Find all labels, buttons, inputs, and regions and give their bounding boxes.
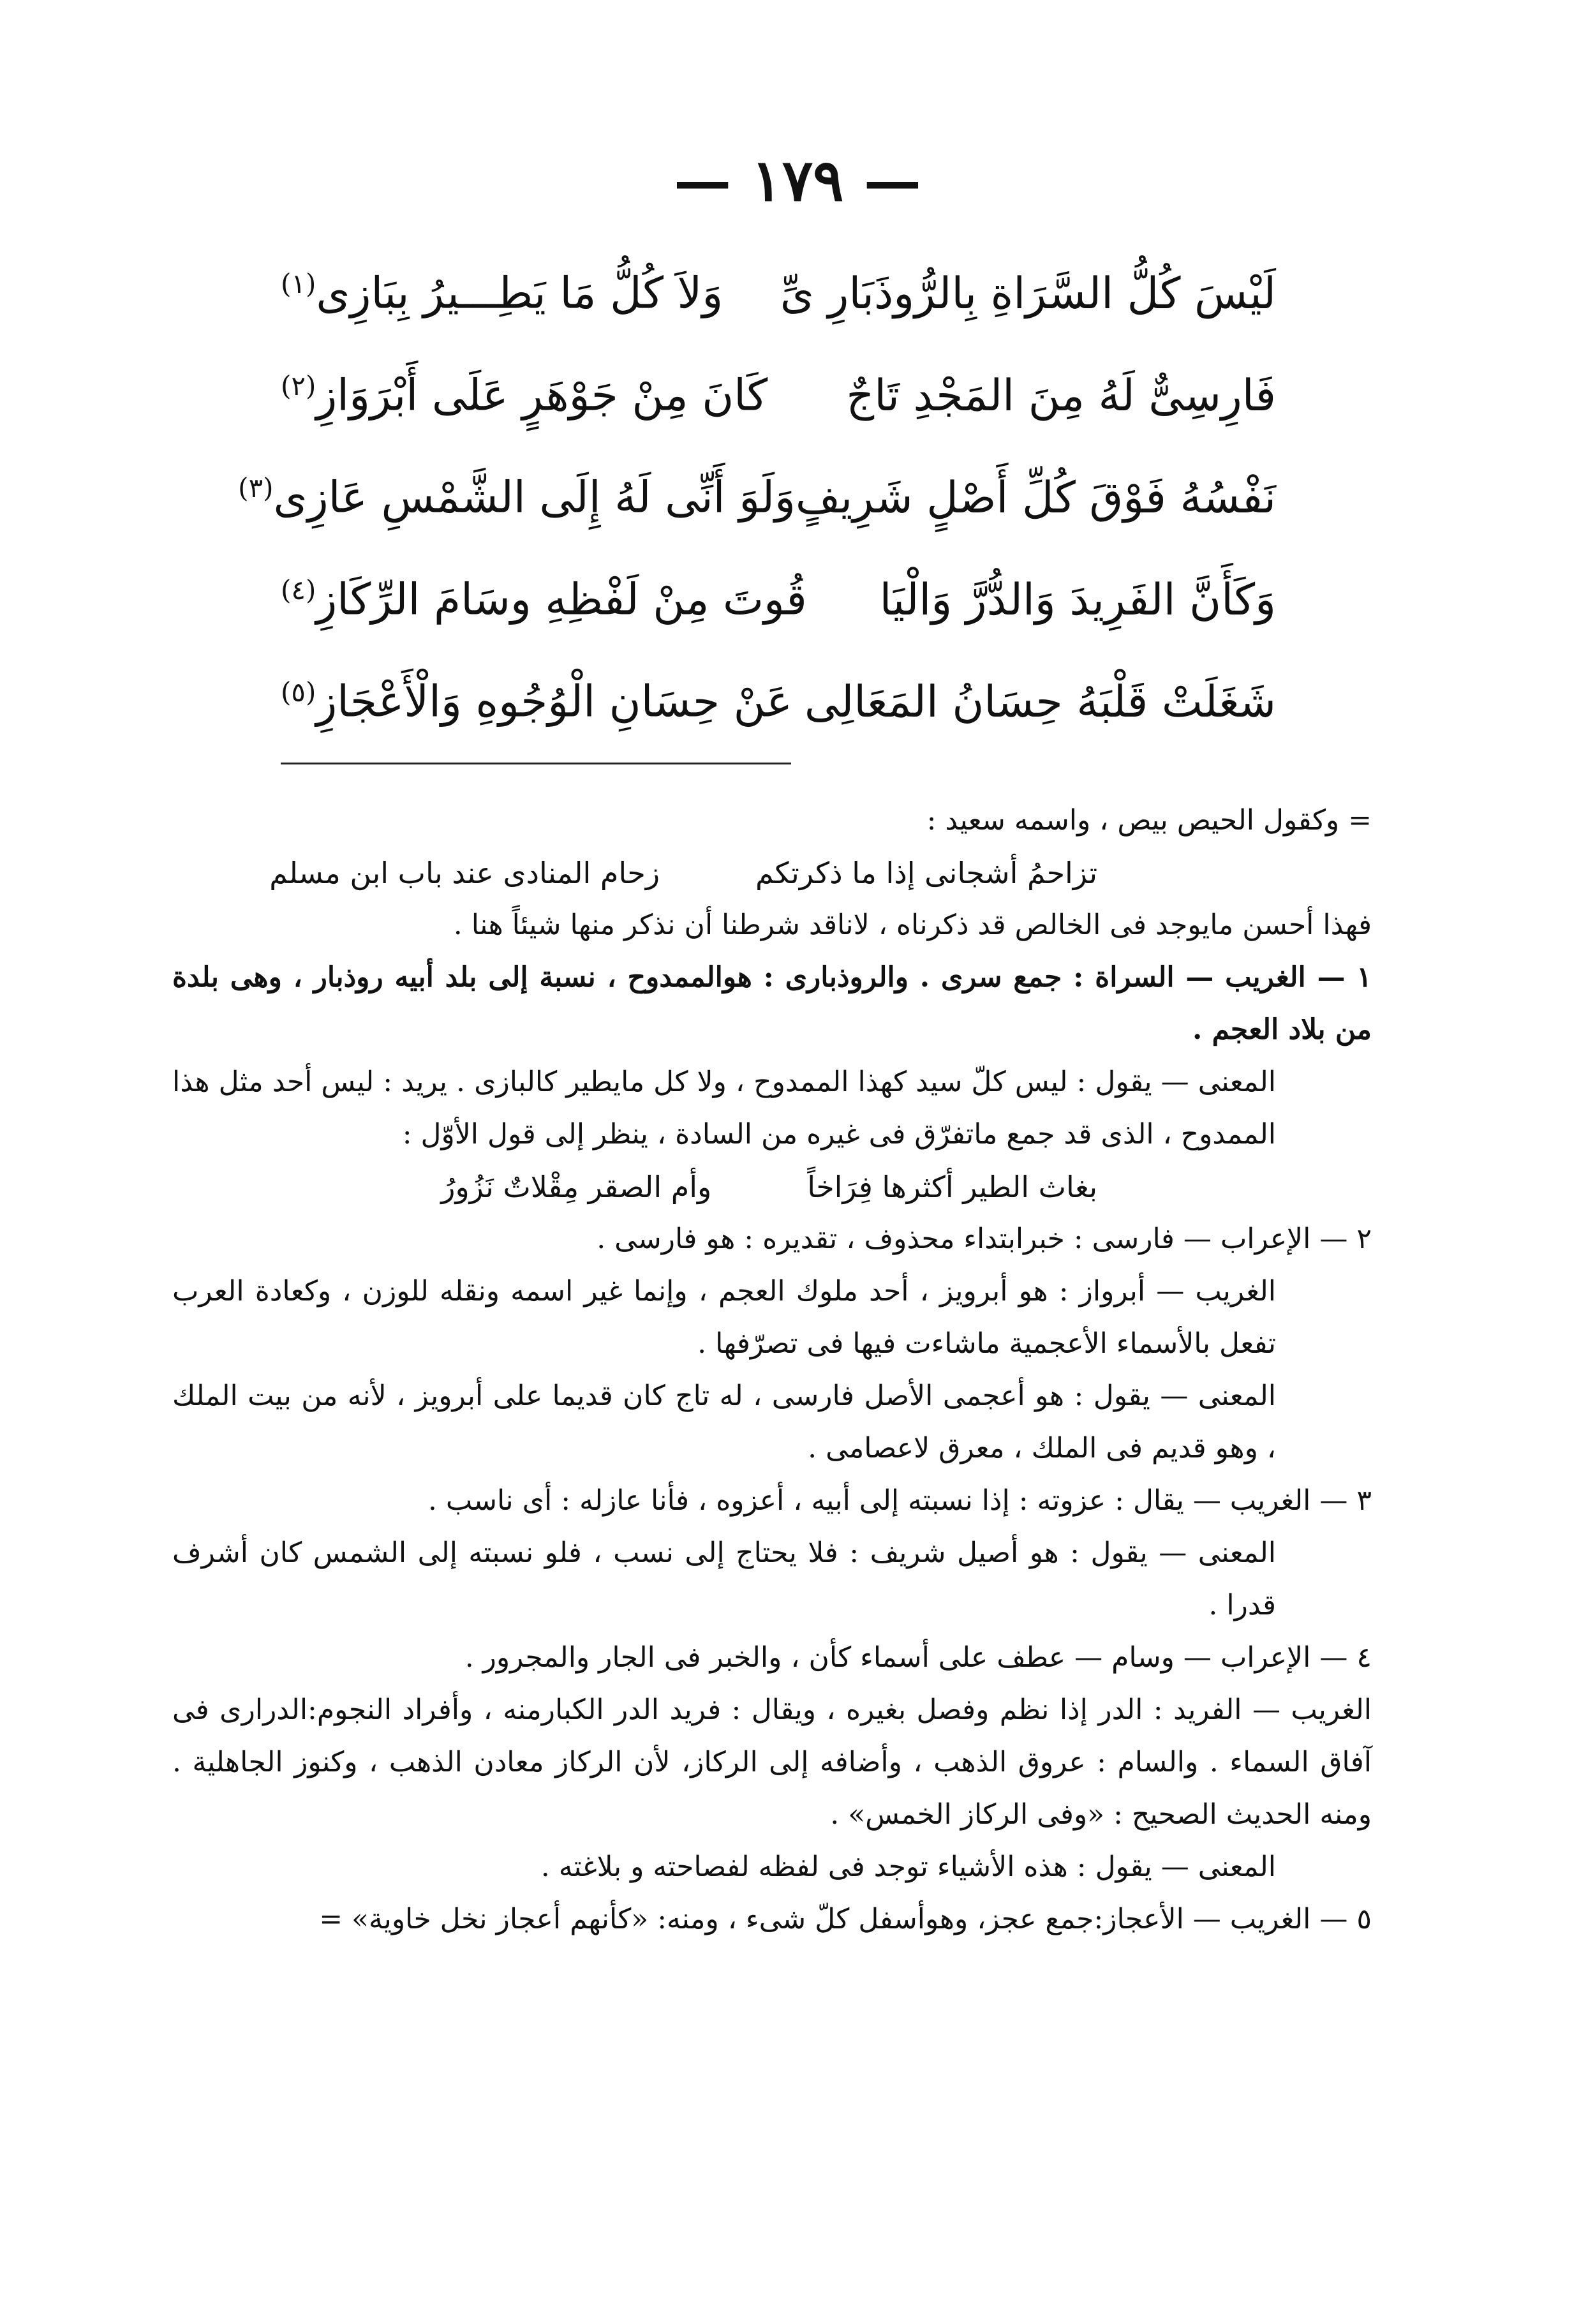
verse-3-second-text: وَلَوَ أَنِّى لَهُ إِلَى الشَّمْسِ عَازِى <box>273 472 796 523</box>
note-5-gloss: ٥ — الغريب — الأعجاز:جمع عجز، وهوأسفل كلّ شىء ، ومنه: «كأنهم أعجاز نخل خاوية» = <box>319 1903 1372 1935</box>
verse-1-second-text: وَلاَ كُلُّ مَا يَطِـــيرُ بِبَازِى <box>316 268 723 319</box>
footnote-marker-5: (٥) <box>281 676 316 708</box>
note-1-gloss: ١ — الغريب — السراة : جمع سرى . والروذبارى : هوالممدوح ، نسبة إلى بلد أبيه روذبار ، وهى بلدة من بلاد العجم . <box>172 961 1372 1046</box>
note-2-meaning: المعنى — يقول : هو أعجمى الأصل فارسى ، له تاج كان قديما على أبرويز ، لأنه من بيت الملك ، وهو قديم فى الملك ، معرق لاعصامى . <box>172 1380 1276 1464</box>
quoted-verse-2-second: وأم الصقر مِقْلاتٌ نَزُورُ <box>441 1170 712 1204</box>
verse-4 <box>281 549 1276 651</box>
quoted-verse-2-first: بغاث الطير أكثرها فِرَاخاً <box>807 1170 1097 1204</box>
quoted-verse-1-second: زحام المنادى عند باب ابن مسلم <box>269 856 660 890</box>
verse-3 <box>238 447 1276 549</box>
verse-1 <box>281 242 1276 345</box>
footnote-marker-3: (٣) <box>238 472 274 504</box>
note-1-meaning: المعنى — يقول : ليس كلّ سيد كهذا الممدوح ، ولا كل مايطير كالبازى . يريد : ليس أحد مثل هذا الممدوح ، الذى قد جمع ماتفرّق فى غيره من السادة ، ينظر إلى قول الأوّل : <box>172 1066 1276 1151</box>
note-2-gloss: الغريب — أبرواز : هو أبرويز ، أحد ملوك العجم ، وإنما غير اسمه ونقله للوزن ، وكعادة العرب تفعل بالأسماء الأعجمية ماشاءت فيها فى تصرّفها . <box>172 1275 1276 1360</box>
note-3-meaning: المعنى — يقول : هو أصيل شريف : فلا يحتاج إلى نسب ، فلو نسبته إلى الشمس كان أشرف قدرا . <box>172 1537 1276 1621</box>
footnotes <box>172 794 1372 1946</box>
verses-block <box>238 242 1276 753</box>
footnote-marker-4: (٤) <box>281 574 316 606</box>
verse-5-second-hemistich <box>281 676 792 727</box>
verse-2-second-hemistich <box>281 370 768 421</box>
verse-1-first-hemistich: لَيْسَ كُلُّ السَّرَاةِ بِالرُّوذَبَارِ ىِّ <box>780 268 1276 319</box>
verse-2 <box>281 345 1276 447</box>
verse-2-first-hemistich: فَارِسِىٌّ لَهُ مِنَ المَجْدِ تَاجٌ <box>846 370 1276 421</box>
note-4-meaning: المعنى — يقول : هذه الأشياء توجد فى لفظه لفصاحته و بلاغته . <box>540 1851 1276 1883</box>
verse-4-second-text: قُوتَ مِنْ لَفْظِهِ وسَامَ الرِّكَازِ <box>316 574 807 625</box>
note-3-gloss: ٣ — الغريب — يقال : عزوته : إذا نسبته إلى أبيه ، أعزوه ، فأنا عازله : أى ناسب . <box>427 1484 1372 1517</box>
verse-3-second-hemistich <box>238 472 796 523</box>
footnote-remark: فهذا أحسن مايوجد فى الخالص قد ذكرناه ، لاناقد شرطنا أن نذكر منها شيئاً هنا . <box>453 909 1372 941</box>
footnote-marker-1: (١) <box>281 268 316 300</box>
footnote-continuation: = وكقول الحيص بيص ، واسمه سعيد : <box>926 804 1372 837</box>
verse-3-first-hemistich: نَفْسُهُ فَوْقَ كُلِّ أَصْلٍ شَرِيفٍ <box>795 472 1276 523</box>
verse-4-first-hemistich: وَكَأَنَّ الفَرِيدَ وَالدُّرَّ وَالْيَا <box>879 574 1276 625</box>
page-number: — ١٧٩ — <box>674 147 921 214</box>
footnote-separator <box>281 763 791 764</box>
quoted-verse-1 <box>172 847 1372 899</box>
note-2-syntax: ٢ — الإعراب — فارسى : خبرابتداء محذوف ، تقديره : هو فارسى . <box>597 1223 1372 1255</box>
footnote-marker-2: (٢) <box>281 370 316 402</box>
verse-4-second-hemistich <box>281 574 807 625</box>
quoted-verse-1-first: تزاحمُ أشجانى إذا ما ذكرتكم <box>755 856 1097 890</box>
verse-2-second-text: كَانَ مِنْ جَوْهَرٍ عَلَى أَبْرَوَازِ <box>316 370 768 421</box>
verse-5-first-hemistich: شَغَلَتْ قَلْبَهُ حِسَانُ المَعَالِى <box>804 676 1276 727</box>
verse-5-second-text: عَنْ حِسَانِ الْوُجُوهِ وَالْأَعْجَازِ <box>316 676 792 727</box>
note-4-syntax: ٤ — الإعراب — وسام — عطف على أسماء كأن ، والخبر فى الجار والمجرور . <box>464 1641 1372 1674</box>
quoted-verse-2 <box>172 1161 1372 1213</box>
verse-1-second-hemistich <box>281 268 723 319</box>
note-4-gloss: الغريب — الفريد : الدر إذا نظم وفصل بغيره ، ويقال : فريد الدر الكبارمنه ، وأفراد النجوم:الدرارى فى آفاق السماء . والسام : عروق الذهب ، وأضافه إلى الركاز، لأن الركاز معادن الذهب ، وكنوز الجاهلية . ومنه الحديث الصحيح : «وفى الركاز الخمس» . <box>172 1694 1372 1831</box>
verse-5 <box>281 651 1276 753</box>
